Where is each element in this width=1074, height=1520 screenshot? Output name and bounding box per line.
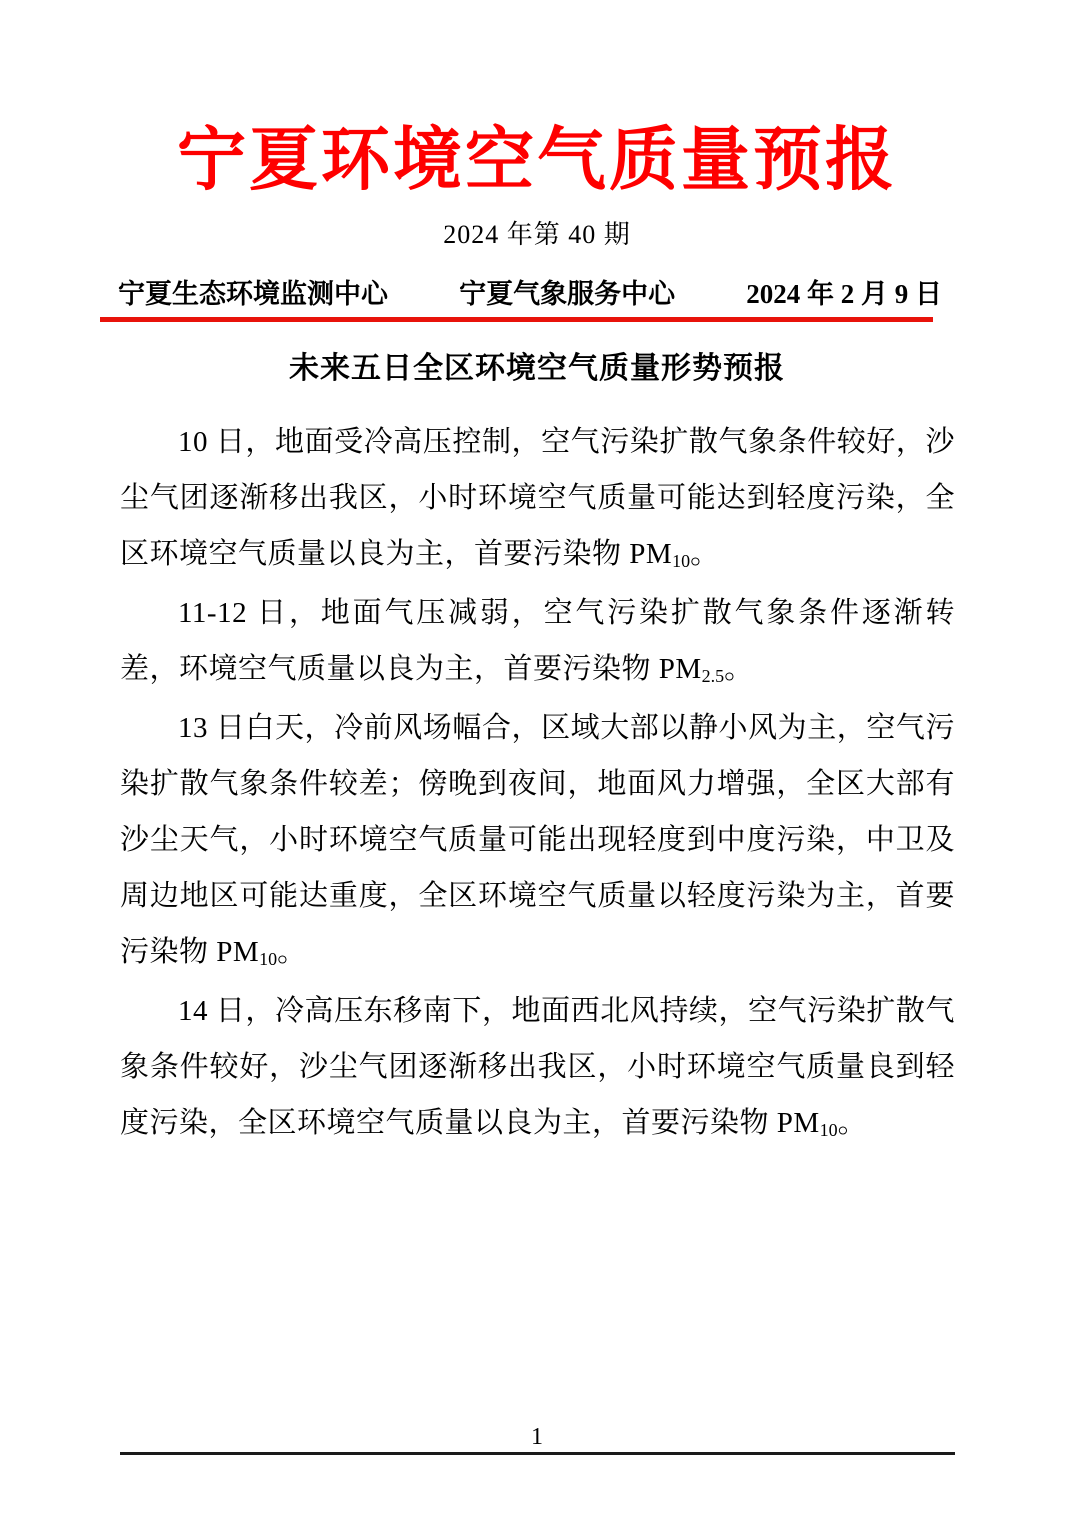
- pm-subscript: 10: [819, 1120, 838, 1141]
- header-row: [118, 279, 942, 310]
- body: [120, 414, 955, 1154]
- pm-subscript: 10: [259, 949, 278, 970]
- page-number: 1: [531, 1424, 543, 1450]
- section-title: 未来五日全区环境空气质量形势预报: [289, 352, 785, 386]
- pm-subscript: 2.5: [701, 666, 725, 687]
- paragraph-segment: 。: [837, 1107, 868, 1140]
- issue-number: 2024 年第 40 期: [443, 220, 631, 250]
- pm-subscript: 10: [672, 551, 691, 572]
- org-weather-service-center: 宁夏气象服务中心: [459, 279, 676, 310]
- paragraph-segment: 。: [277, 936, 307, 969]
- paragraph-segment: 11-12 日，地面气压减弱，空气污染扩散气象条件逐渐转差，环境空气质量以良为主，首要污染物 PM: [120, 597, 955, 686]
- body-paragraph: [120, 585, 955, 700]
- paragraph-segment: 。: [724, 653, 754, 686]
- body-paragraph: [120, 700, 955, 983]
- body-paragraph: [120, 414, 955, 585]
- paragraph-segment: 10 日，地面受冷高压控制，空气污染扩散气象条件较好，沙尘气团逐渐移出我区，小时环境空气质量可能达到轻度污染，全区环境空气质量以良为主，首要污染物 PM: [120, 426, 955, 571]
- header-red-rule: [100, 317, 933, 322]
- paragraph-segment: 13 日白天，冷前风场幅合，区域大部以静小风为主，空气污染扩散气象条件较差；傍晚到夜间，地面风力增强，全区大部有沙尘天气，小时环境空气质量可能出现轻度到中度污染，中卫及周边地区可能达重度，全区环境空气质量以轻度污染为主，首要污染物 PM: [120, 712, 955, 969]
- document-title: 宁夏环境空气质量预报: [177, 122, 897, 198]
- org-monitoring-center: 宁夏生态环境监测中心: [118, 279, 388, 310]
- footer-rule: [120, 1452, 955, 1455]
- paragraph-segment: 14 日，冷高压东移南下，地面西北风持续，空气污染扩散气象条件较好，沙尘气团逐渐移出我区，小时环境空气质量良到轻度污染，全区环境空气质量以良为主，首要污染物 PM: [120, 995, 955, 1140]
- issue-date: 2024 年 2 月 9 日: [746, 279, 942, 310]
- paragraph-segment: 。: [690, 538, 720, 571]
- body-paragraph: [120, 983, 955, 1154]
